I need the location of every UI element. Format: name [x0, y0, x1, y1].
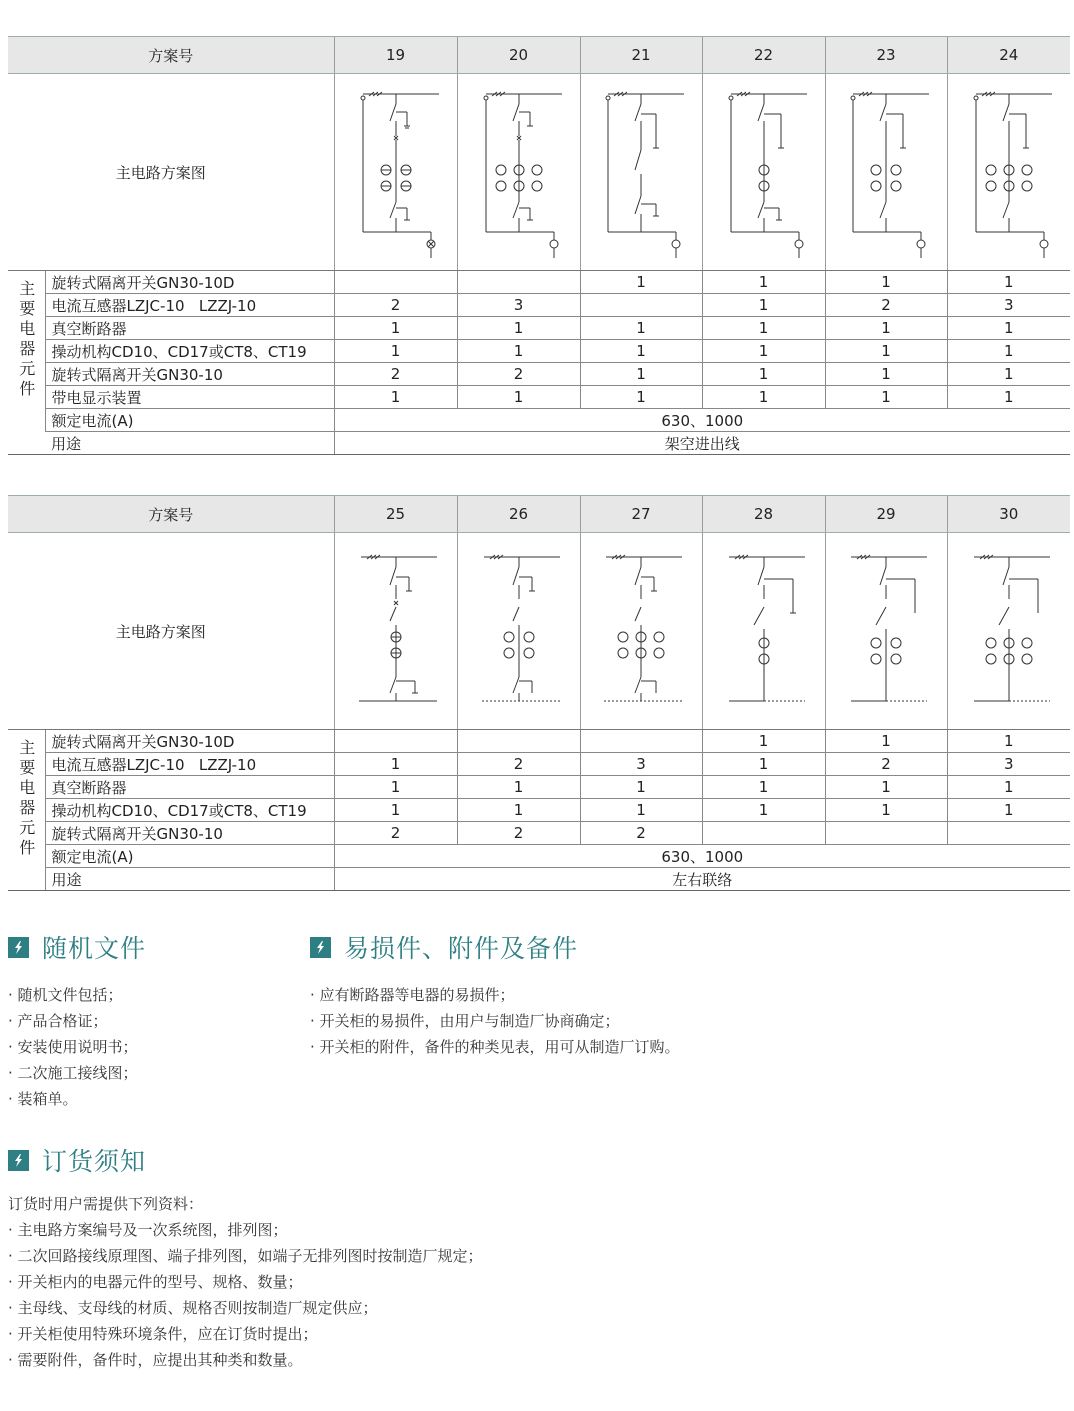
edit-pencil-icon — [8, 1150, 29, 1171]
diagram-label: 主电路方案图 — [115, 622, 206, 641]
cell-value — [334, 271, 457, 294]
cell-value — [825, 822, 947, 845]
cell-value: 1 — [334, 317, 457, 340]
table-row — [8, 363, 1070, 386]
cell-value — [580, 730, 702, 753]
order-section — [8, 1143, 483, 1373]
scheme-number-label: 方案号 — [8, 37, 334, 74]
table-row — [8, 432, 1070, 455]
cell-value: 1 — [947, 317, 1070, 340]
cell-value: 1 — [947, 730, 1070, 753]
order-intro: 订货时用户需提供下列资料： — [8, 1195, 204, 1213]
list-item: · 二次施工接线图； — [8, 1064, 138, 1082]
docs-list — [8, 982, 146, 1112]
row-label: 带电显示装置 — [45, 386, 334, 409]
cell-value: 1 — [334, 753, 457, 776]
scheme-number-label: 方案号 — [8, 496, 334, 533]
cell-value: 2 — [334, 294, 457, 317]
scheme-number: 26 — [457, 496, 580, 533]
scheme-number: 27 — [580, 496, 702, 533]
circuit-diagram-19 — [334, 74, 457, 271]
list-item: · 开关柜使用特殊环境条件，应在订货时提出； — [8, 1325, 318, 1343]
edit-pencil-icon — [8, 937, 29, 958]
cell-value: 1 — [825, 799, 947, 822]
cell-value: 1 — [457, 799, 580, 822]
row-label: 旋转式隔离开关GN30-10 — [45, 822, 334, 845]
table-row — [8, 776, 1070, 799]
table-row — [8, 317, 1070, 340]
cell-value: 1 — [702, 799, 825, 822]
section-title: 订货须知 — [42, 1147, 147, 1176]
rated-current-label: 额定电流(A) — [45, 845, 334, 868]
docs-heading — [8, 930, 146, 964]
cell-value: 1 — [825, 271, 947, 294]
scheme-number: 29 — [825, 496, 947, 533]
table-row — [8, 753, 1070, 776]
cell-value: 2 — [825, 753, 947, 776]
cell-value — [702, 822, 825, 845]
cell-value — [457, 730, 580, 753]
row-label: 旋转式隔离开关GN30-10D — [45, 271, 334, 294]
cell-value: 1 — [947, 363, 1070, 386]
cell-value: 1 — [947, 340, 1070, 363]
docs-section — [8, 930, 146, 1112]
circuit-diagram-23 — [825, 74, 947, 271]
cell-value: 1 — [825, 776, 947, 799]
cell-value: 1 — [580, 799, 702, 822]
spares-heading — [310, 930, 680, 964]
rated-current-label: 额定电流(A) — [45, 409, 334, 432]
cell-value: 1 — [825, 386, 947, 409]
diagram-label: 主电路方案图 — [115, 163, 206, 182]
cell-value: 1 — [702, 363, 825, 386]
cell-value: 1 — [702, 776, 825, 799]
cell-value — [457, 271, 580, 294]
list-item: · 随机文件包括； — [8, 986, 123, 1004]
usage-label: 用途 — [45, 432, 334, 455]
scheme-number: 19 — [334, 37, 457, 74]
table-row — [8, 868, 1070, 891]
usage-value: 架空进出线 — [334, 432, 1070, 455]
scheme-number: 30 — [947, 496, 1070, 533]
cell-value: 1 — [580, 317, 702, 340]
cell-value: 1 — [702, 271, 825, 294]
table-header-row — [8, 37, 1070, 74]
table-row — [8, 340, 1070, 363]
table-row — [8, 730, 1070, 753]
cell-value: 2 — [334, 363, 457, 386]
spares-list — [310, 982, 680, 1060]
scheme-number: 23 — [825, 37, 947, 74]
diagram-row — [8, 533, 1070, 730]
cell-value: 3 — [947, 753, 1070, 776]
scheme-number: 28 — [702, 496, 825, 533]
cell-value: 1 — [947, 776, 1070, 799]
list-item: · 二次回路接线原理图、端子排列图，如端子无排列图时按制造厂规定； — [8, 1247, 483, 1265]
list-item: · 产品合格证； — [8, 1012, 108, 1030]
table-row — [8, 409, 1070, 432]
rated-current-value: 630、1000 — [334, 409, 1070, 432]
cell-value: 3 — [457, 294, 580, 317]
list-item: · 需要附件，备件时，应提出其种类和数量。 — [8, 1351, 303, 1369]
row-label: 电流互感器LZJC-10 LZZJ-10 — [45, 753, 334, 776]
cell-value: 1 — [334, 386, 457, 409]
cell-value: 1 — [825, 363, 947, 386]
order-list — [8, 1217, 483, 1373]
circuit-diagram-26 — [457, 533, 580, 730]
table-row — [8, 386, 1070, 409]
table-row — [8, 845, 1070, 868]
cell-value: 1 — [457, 340, 580, 363]
spares-section — [310, 930, 680, 1060]
cell-value: 1 — [457, 317, 580, 340]
cell-value: 1 — [702, 386, 825, 409]
cell-value: 1 — [947, 271, 1070, 294]
component-group-label: 主要电器元件 — [16, 738, 36, 859]
cell-value: 1 — [334, 776, 457, 799]
cell-value — [334, 730, 457, 753]
cell-value: 1 — [825, 340, 947, 363]
cell-value: 1 — [702, 294, 825, 317]
scheme-number: 24 — [947, 37, 1070, 74]
cell-value: 1 — [457, 776, 580, 799]
row-label: 旋转式隔离开关GN30-10D — [45, 730, 334, 753]
row-label: 真空断路器 — [45, 776, 334, 799]
table-row — [8, 271, 1070, 294]
list-item: · 应有断路器等电器的易损件； — [310, 986, 515, 1004]
row-label: 真空断路器 — [45, 317, 334, 340]
scheme-table-1 — [8, 36, 1070, 455]
cell-value: 1 — [947, 386, 1070, 409]
cell-value: 1 — [702, 730, 825, 753]
cell-value — [947, 822, 1070, 845]
cell-value: 1 — [580, 363, 702, 386]
cell-value: 1 — [334, 799, 457, 822]
order-heading — [8, 1143, 483, 1177]
cell-value: 1 — [457, 386, 580, 409]
cell-value: 2 — [457, 753, 580, 776]
scheme-number: 20 — [457, 37, 580, 74]
circuit-diagram-22 — [702, 74, 825, 271]
cell-value: 1 — [702, 317, 825, 340]
list-item: · 开关柜内的电器元件的型号、规格、数量； — [8, 1273, 303, 1291]
list-item: · 主母线、支母线的材质、规格否则按制造厂规定供应； — [8, 1299, 378, 1317]
table-row — [8, 799, 1070, 822]
cell-value — [580, 294, 702, 317]
scheme-number: 25 — [334, 496, 457, 533]
row-label: 操动机构CD10、CD17或CT8、CT19 — [45, 799, 334, 822]
cell-value: 1 — [334, 340, 457, 363]
circuit-diagram-29 — [825, 533, 947, 730]
cell-value: 1 — [580, 386, 702, 409]
cell-value: 1 — [947, 799, 1070, 822]
list-item: · 开关柜的易损件，由用户与制造厂协商确定； — [310, 1012, 620, 1030]
list-item: · 安装使用说明书； — [8, 1038, 138, 1056]
usage-value: 左右联络 — [334, 868, 1070, 891]
cell-value: 3 — [580, 753, 702, 776]
cell-value: 1 — [702, 753, 825, 776]
scheme-table-2 — [8, 495, 1070, 891]
list-item: · 装箱单。 — [8, 1090, 78, 1108]
table-row — [8, 822, 1070, 845]
circuit-diagram-28 — [702, 533, 825, 730]
cell-value: 1 — [580, 271, 702, 294]
circuit-diagram-24 — [947, 74, 1070, 271]
scheme-number: 21 — [580, 37, 702, 74]
cell-value: 2 — [457, 822, 580, 845]
cell-value: 1 — [580, 340, 702, 363]
usage-label: 用途 — [45, 868, 334, 891]
rated-current-value: 630、1000 — [334, 845, 1070, 868]
scheme-number: 22 — [702, 37, 825, 74]
list-item: · 主电路方案编号及一次系统图，排列图； — [8, 1221, 288, 1239]
circuit-diagram-30 — [947, 533, 1070, 730]
edit-pencil-icon — [310, 937, 331, 958]
cell-value: 2 — [457, 363, 580, 386]
cell-value: 2 — [825, 294, 947, 317]
diagram-row — [8, 74, 1070, 271]
section-title: 易损件、附件及备件 — [344, 934, 579, 963]
section-title: 随机文件 — [42, 934, 147, 963]
row-label: 电流互感器LZJC-10 LZZJ-10 — [45, 294, 334, 317]
cell-value: 1 — [702, 340, 825, 363]
cell-value: 1 — [825, 317, 947, 340]
cell-value: 3 — [947, 294, 1070, 317]
circuit-diagram-20 — [457, 74, 580, 271]
row-label: 操动机构CD10、CD17或CT8、CT19 — [45, 340, 334, 363]
cell-value: 1 — [825, 730, 947, 753]
table-header-row — [8, 496, 1070, 533]
row-label: 旋转式隔离开关GN30-10 — [45, 363, 334, 386]
circuit-diagram-27 — [580, 533, 702, 730]
cell-value: 2 — [334, 822, 457, 845]
circuit-diagram-21 — [580, 74, 702, 271]
circuit-diagram-25 — [334, 533, 457, 730]
cell-value: 2 — [580, 822, 702, 845]
component-group-label: 主要电器元件 — [16, 279, 36, 400]
list-item: · 开关柜的附件，备件的种类见表，用可从制造厂订购。 — [310, 1038, 680, 1056]
cell-value: 1 — [580, 776, 702, 799]
table-row — [8, 294, 1070, 317]
